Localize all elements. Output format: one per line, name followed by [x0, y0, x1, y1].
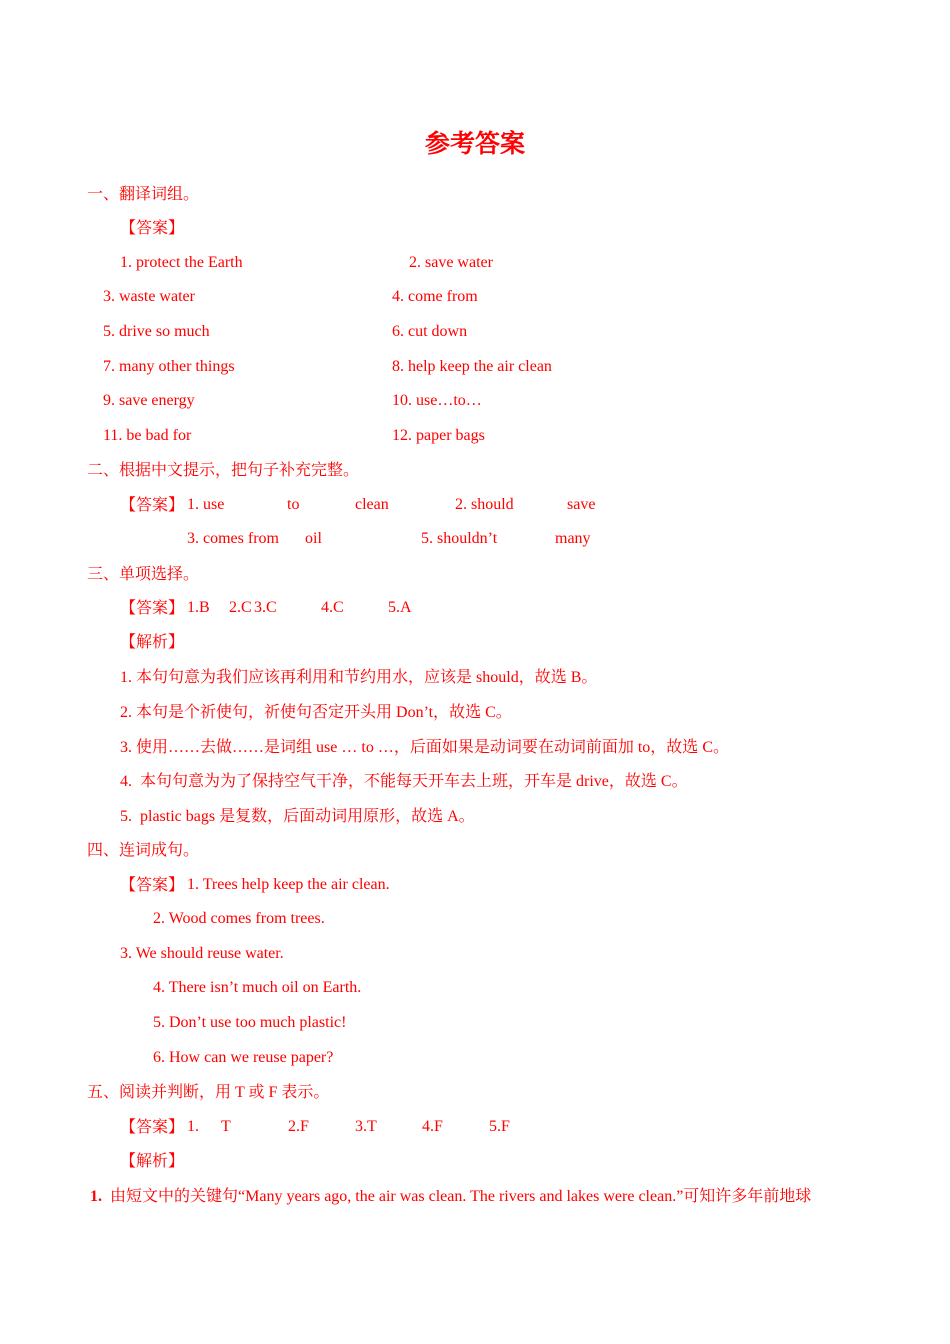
choice-answer-5: 5.A: [388, 599, 412, 616]
phrase-11: 11. be bad for: [103, 427, 192, 444]
judge-answer-1-num: 1.: [187, 1118, 199, 1135]
blank-3a: 3. comes from: [187, 530, 279, 547]
note-text: 使用: [136, 737, 169, 756]
sentence-2: 2. Wood comes from trees.: [153, 910, 325, 927]
blank-5a: 5. shouldn’t: [421, 530, 498, 547]
choice-answer-4: 4.C: [321, 599, 344, 616]
section-1-heading: 一、翻译词组。: [87, 184, 200, 203]
phrase-12: 12. paper bags: [392, 427, 485, 444]
note-text: 本句是个祈使句，祈使句否定开头用: [136, 702, 393, 721]
section-3-answer-tag: 【答案】: [120, 598, 185, 617]
judge-answer-5: 5.F: [489, 1118, 510, 1135]
blank-2a: 2. should: [455, 496, 514, 513]
note-text: 后面如果是动词要在动词前面加: [409, 737, 634, 756]
note-number: 1.: [90, 1188, 102, 1205]
choice-answer-2: 2.C: [229, 599, 252, 616]
note-text: “Many years ago, the air was clean. The rivers and lakes were clean.”: [238, 1188, 684, 1205]
page-title: 参考答案: [424, 129, 525, 158]
analysis-note-5: [120, 806, 475, 827]
note-text: 本句句意为为了保持空气干净，不能每天开车去上班，开车是: [140, 771, 573, 790]
blank-5b: many: [555, 530, 591, 547]
sentence-4: 4. There isn’t much oil on Earth.: [153, 979, 362, 996]
note-text: 去做: [200, 737, 233, 756]
phrase-7: 7. many other things: [103, 358, 235, 375]
blank-1c: clean: [355, 496, 389, 513]
note-text: ……: [168, 739, 201, 756]
note-text: drive，: [572, 773, 625, 790]
note-text: use … to …，: [312, 739, 410, 756]
blank-2b: save: [567, 496, 596, 513]
analysis-note-2: [120, 702, 512, 723]
note-text: 故选: [449, 702, 482, 721]
note-text: A。: [443, 808, 475, 825]
note-text: 是复数，后面动词用原形，故选: [219, 806, 444, 825]
sentence-3: 3. We should reuse water.: [120, 945, 284, 962]
section-1-answer-tag: 【答案】: [120, 218, 185, 237]
note-text: C。: [698, 739, 729, 756]
judge-answer-2: 2.F: [288, 1118, 309, 1135]
phrase-1: 1. protect the Earth: [120, 254, 243, 271]
note-text: 故选: [624, 771, 657, 790]
note-text: 是词组: [264, 737, 313, 756]
phrase-3: 3. waste water: [103, 288, 195, 305]
analysis-note-1: [120, 667, 597, 688]
note-text: C。: [656, 773, 688, 790]
section-5-heading: [87, 1082, 329, 1103]
sentence-6: 6. How can we reuse paper?: [153, 1049, 334, 1066]
note-text: ……: [232, 739, 265, 756]
section-2-heading: 二、根据中文提示，把句子补充完整。: [87, 460, 360, 479]
sentence-5: 5. Don’t use too much plastic!: [153, 1014, 347, 1031]
section-4-heading: 四、连词成句。: [87, 840, 200, 859]
phrase-5: 5. drive so much: [103, 323, 210, 340]
note-text: 本句句意为我们应该再利用和节约用水，应该是: [136, 667, 473, 686]
note-number: 5.: [120, 808, 132, 825]
section-4-answer-tag: 【答案】: [120, 875, 185, 894]
section-3-heading: 三、单项选择。: [87, 564, 200, 583]
note-number: 3.: [120, 739, 132, 756]
judge-answer-1: T: [221, 1118, 231, 1135]
note-text: to，: [633, 739, 667, 756]
phrase-2: 2. save water: [409, 254, 493, 271]
note-text: should，: [472, 669, 535, 686]
analysis-note-3: [120, 737, 729, 758]
judge-answer-4: 4.F: [422, 1118, 443, 1135]
note-number: 4.: [120, 773, 132, 790]
choice-answer-1: 1.B: [187, 599, 210, 616]
heading-text: 或: [248, 1082, 265, 1101]
phrase-10: 10. use…to…: [392, 392, 482, 409]
phrase-4: 4. come from: [392, 288, 478, 305]
phrase-8: 8. help keep the air clean: [392, 358, 552, 375]
heading-text: F: [264, 1084, 282, 1101]
note-text: C。: [481, 704, 512, 721]
note-text: Don’t，: [392, 704, 450, 721]
note-number: 1.: [120, 669, 132, 686]
heading-text: T: [231, 1084, 249, 1101]
note-text: 故选: [666, 737, 699, 756]
blank-1a: 1. use: [187, 496, 225, 513]
blank-3b: oil: [305, 530, 322, 547]
note-text: 故选: [534, 667, 567, 686]
phrase-6: 6. cut down: [392, 323, 468, 340]
judge-answer-3: 3.T: [355, 1118, 377, 1135]
heading-text: 表示。: [281, 1082, 330, 1101]
analysis-note-4: [120, 771, 688, 792]
section-3-analysis-tag: 【解析】: [120, 632, 185, 651]
section-2-answer-tag: 【答案】: [120, 495, 185, 514]
blank-1b: to: [287, 496, 300, 513]
choice-answer-3: 3.C: [254, 599, 277, 616]
section-5-analysis-tag: 【解析】: [120, 1151, 185, 1170]
note-text: plastic bags: [140, 808, 220, 825]
section-5-answer-tag: 【答案】: [120, 1117, 185, 1136]
reading-analysis-note-1: [90, 1186, 811, 1207]
note-text: 由短文中的关键句: [110, 1186, 239, 1205]
sentence-1: 1. Trees help keep the air clean.: [187, 876, 390, 893]
note-number: 2.: [120, 704, 132, 721]
note-text: B。: [566, 669, 598, 686]
heading-text: 五、阅读并判断，用: [87, 1082, 232, 1101]
phrase-9: 9. save energy: [103, 392, 195, 409]
note-text: 可知许多年前地球: [683, 1186, 812, 1205]
